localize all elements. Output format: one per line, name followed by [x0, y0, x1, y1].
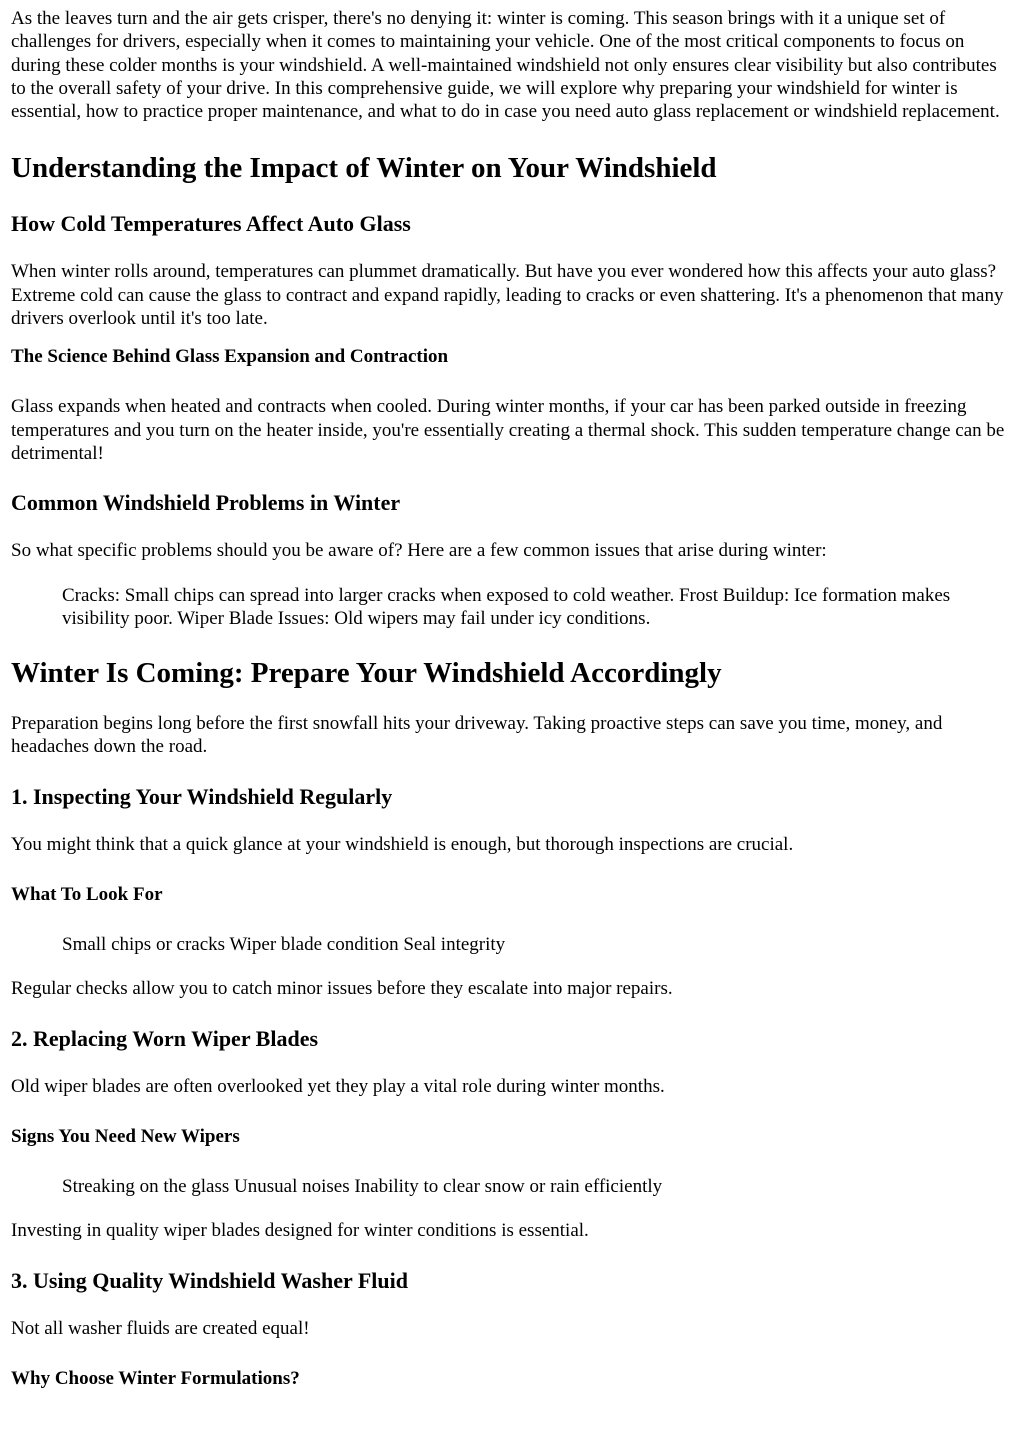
section-heading-impact: Understanding the Impact of Winter on Your Windshield: [11, 152, 717, 185]
paragraph-common-problems: So what specific problems should you be aware of? Here are a few common issues that arise during winter:: [11, 540, 827, 562]
subheading-washer-fluid: 3. Using Quality Windshield Washer Fluid: [11, 1267, 408, 1293]
paragraph-wiper-blades: Old wiper blades are often overlooked yet they play a vital role during winter months.: [11, 1075, 665, 1097]
paragraph-quality-wipers: Investing in quality wiper blades designed for winter conditions is essential.: [11, 1220, 589, 1242]
paragraph-inspecting: You might think that a quick glance at your windshield is enough, but thorough inspections are crucial.: [11, 833, 794, 855]
subheading-winter-formulations: Why Choose Winter Formulations?: [11, 1367, 300, 1389]
intro-paragraph: As the leaves turn and the air gets crisper, there's no denying it: winter is coming. This season brings with it a unique set of challenges for drivers, especially when it comes to maintaining your vehicle. One of the most critical components to focus on during these colder months is your windshield. A well-maintained windshield not only ensures clear visibility but also contributes to the overall safety of your drive. In this comprehensive guide, we will explore why preparing your windshield for winter is essential, how to practice proper maintenance, and what to do in case you need auto glass replacement or windshield replacement.: [11, 8, 1000, 123]
quote-what-to-look-for: Small chips or cracks Wiper blade condition Seal integrity: [62, 934, 506, 956]
subheading-common-problems: Common Windshield Problems in Winter: [11, 490, 401, 516]
subheading-wiper-blades: 2. Replacing Worn Wiper Blades: [11, 1025, 319, 1051]
paragraph-cold-temperatures: When winter rolls around, temperatures can plummet dramatically. But have you ever wondered how this affects your auto glass? Extreme cold can cause the glass to contract and expand rapidly, leading to cracks or even shattering. It's a phenomenon that many drivers overlook until it's too late.: [11, 261, 1004, 330]
paragraph-regular-checks: Regular checks allow you to catch minor issues before they escalate into major repairs.: [11, 978, 673, 1000]
paragraph-glass-science: Glass expands when heated and contracts when cooled. During winter months, if your car has been parked outside in freezing temperatures and you turn on the heater inside, you're essentially creating a thermal shock. This sudden temperature change can be detrimental!: [11, 396, 1005, 464]
subheading-what-to-look-for: What To Look For: [11, 884, 163, 906]
paragraph-washer-fluid: Not all washer fluids are created equal!: [11, 1317, 310, 1339]
paragraph-prepare: Preparation begins long before the first snowfall hits your driveway. Taking proactive steps can save you time, money, and headaches down the road.: [11, 713, 943, 758]
subheading-signs-new-wipers: Signs You Need New Wipers: [11, 1125, 240, 1147]
subheading-inspecting: 1. Inspecting Your Windshield Regularly: [11, 783, 393, 809]
section-heading-prepare: Winter Is Coming: Prepare Your Windshield Accordingly: [11, 657, 722, 690]
quote-signs-new-wipers: Streaking on the glass Unusual noises Inability to clear snow or rain efficiently: [62, 1175, 663, 1197]
subheading-glass-science: The Science Behind Glass Expansion and Contraction: [11, 346, 449, 368]
subheading-cold-temperatures: How Cold Temperatures Affect Auto Glass: [11, 211, 411, 237]
quote-common-problems: Cracks: Small chips can spread into larger cracks when exposed to cold weather. Frost Buildup: Ice formation makes visibility poor. Wiper Blade Issues: Old wipers may fail under icy conditions.: [62, 584, 951, 629]
